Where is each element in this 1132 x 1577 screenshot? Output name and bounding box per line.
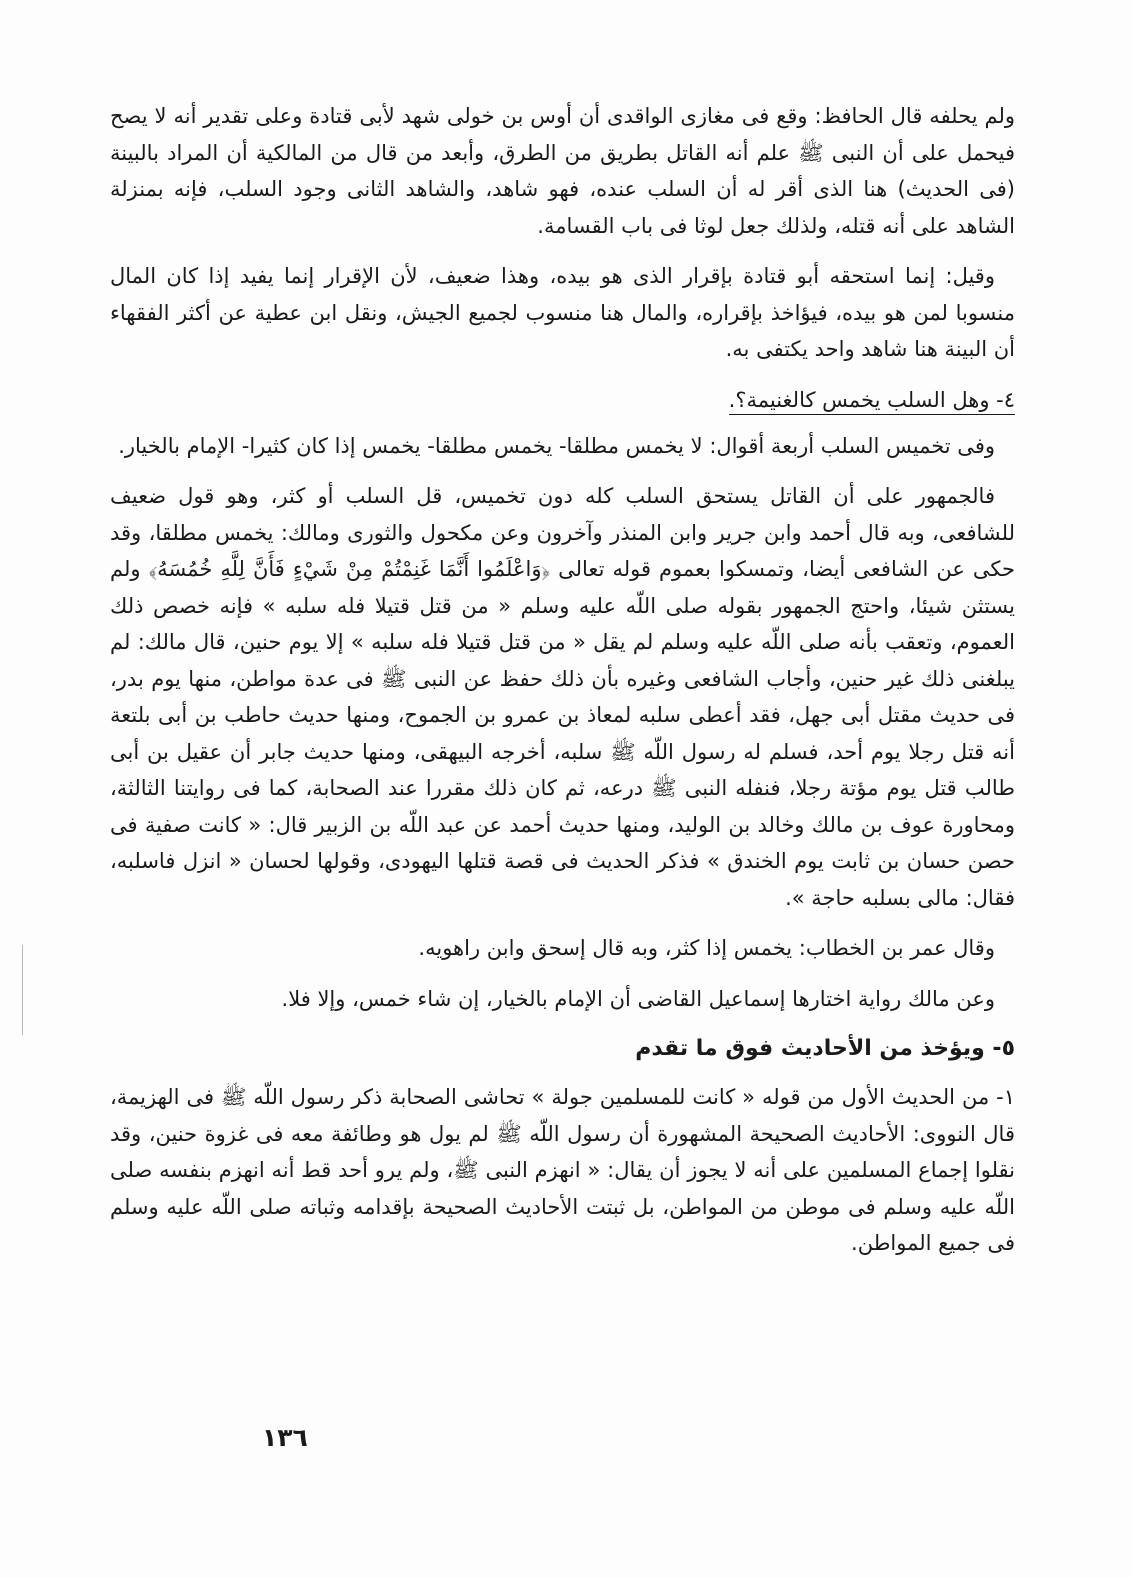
section-heading-4-text: ٤- وهل السلب يخمس كالغنيمة؟. [729,388,1015,415]
paragraph-qila: وقيل: إنما استحقه أبو قتادة بإقرار الذى هو بيده، وهذا ضعيف، لأن الإقرار إنما يفيد إذا كان المال منسوبا لمن هو بيده، فيؤاخذ بإقراره، والمال هنا منسوب لجميع الجيش، ونقل ابن عطية عن أكثر الفقهاء أن البينة هنا شاهد واحد يكتفى به. [110,264,1015,361]
paragraph-takhmis: وفى تخميس السلب أربعة أقوال: لا يخمس مطلقا- يخمس مطلقا- يخمس إذا كان كثيرا- الإمام بالخيار. [118,433,995,458]
numbered-item-1: ١- من الحديث الأول من قوله « كانت للمسلمين جولة » تحاشى الصحابة ذكر رسول اللّه ﷺ فى الهزيمة، قال النووى: الأحاديث الصحيحة المشهورة أن رسول اللّه ﷺ لم يول هو وطائفة معه فى غزوة حنين، وقد نقلوا إجماع المسلمين على أنه لا يجوز أن يقال: « انهزم النبى ﷺ، ولم يرو أحد قط أنه انهزم بنفسه صلى اللّه عليه وسلم فى موطن من المواطن، بل ثبتت الأحاديث الصحيحة بإقدامه وثباته صلى اللّه عليه وسلم فى جميع المواطن. [110,1085,1015,1255]
text-column [110,98,1015,1262]
paragraph-hafiz: ولم يحلفه قال الحافظ: وقع فى مغازى الواقدى أن أوس بن خولى شهد لأبى قتادة وعلى تقدير أنه لا يصح فيحمل على أن النبى ﷺ علم أنه القاتل بطريق من الطرق، وأبعد من قال من المالكية أن المراد بالبينة (فى الحديث) هنا الذى أقر له أن السلب عنده، فهو شاهد، والشاهد الثانى وجود السلب، فإنه بمنزلة الشاهد على أنه قتله، ولذلك جعل لوثا فى باب القسامة. [110,104,1015,238]
margin-line [22,945,23,1035]
section-heading-5: ٥- ويؤخذ من الأحاديث فوق ما تقدم [635,1036,1015,1061]
paragraph-malik: وعن مالك رواية اختارها إسماعيل القاضى أن الإمام بالخيار، إن شاء خمس، وإلا فلا. [281,986,995,1011]
paragraph-umar: وقال عمر بن الخطاب: يخمس إذا كثر، وبه قال إسحق وابن راهويه. [418,936,995,960]
section-heading-4 [110,382,1015,418]
paragraph-jumhur: فالجمهور على أن القاتل يستحق السلب كله دون تخميس، قل السلب أو كثر، وهو قول ضعيف للشافعى، وبه قال أحمد وابن جرير وابن المنذر وآخرون وعن مكحول والثورى ومالك: يخمس مطلقا، وقد حكى عن الشافعى أيضا، وتمسكوا بعموم قوله تعالى ﴿وَاعْلَمُوا أَنَّمَا غَنِمْتُمْ مِنْ شَيْءٍ فَأَنَّ لِلَّهِ خُمُسَهُ﴾ ولم يستثن شيئا، واحتج الجمهور بقوله صلى اللّه عليه وسلم « من قتل قتيلا فله سلبه » فإنه خصص ذلك العموم، وتعقب بأنه صلى اللّه عليه وسلم لم يقل « من قتل قتيلا فله سلبه » إلا يوم حنين، قال مالك: لم يبلغنى ذلك غير حنين، وأجاب الشافعى وغيره بأن ذلك حفظ عن النبى ﷺ فى عدة مواطن، منها يوم بدر، فى حديث مقتل أبى جهل، فقد أعطى سلبه لمعاذ بن عمرو بن الجموح، ومنها حديث حاطب بن أبى بلتعة أنه قتل رجلا يوم أحد، فسلم له رسول اللّه ﷺ سلبه، أخرجه البيهقى، ومنها حديث جابر أن عقيل بن أبى طالب قتل يوم مؤتة رجلا، فنفله النبى ﷺ درعه، ثم كان ذلك مقررا عند الصحابة، كما فى روايتنا الثالثة، ومحاورة عوف بن مالك وخالد بن الوليد، ومنها حديث أحمد عن عبد اللّه بن الزبير قال: « كانت صفية فى حصن حسان بن ثابت يوم الخندق » فذكر الحديث فى قصة قتلها اليهودى، وقولها لحسان « انزل فاسلبه، فقال: مالى بسلبه حاجة ». [110,484,1015,910]
page-number: ١٣٦ [262,1423,308,1452]
